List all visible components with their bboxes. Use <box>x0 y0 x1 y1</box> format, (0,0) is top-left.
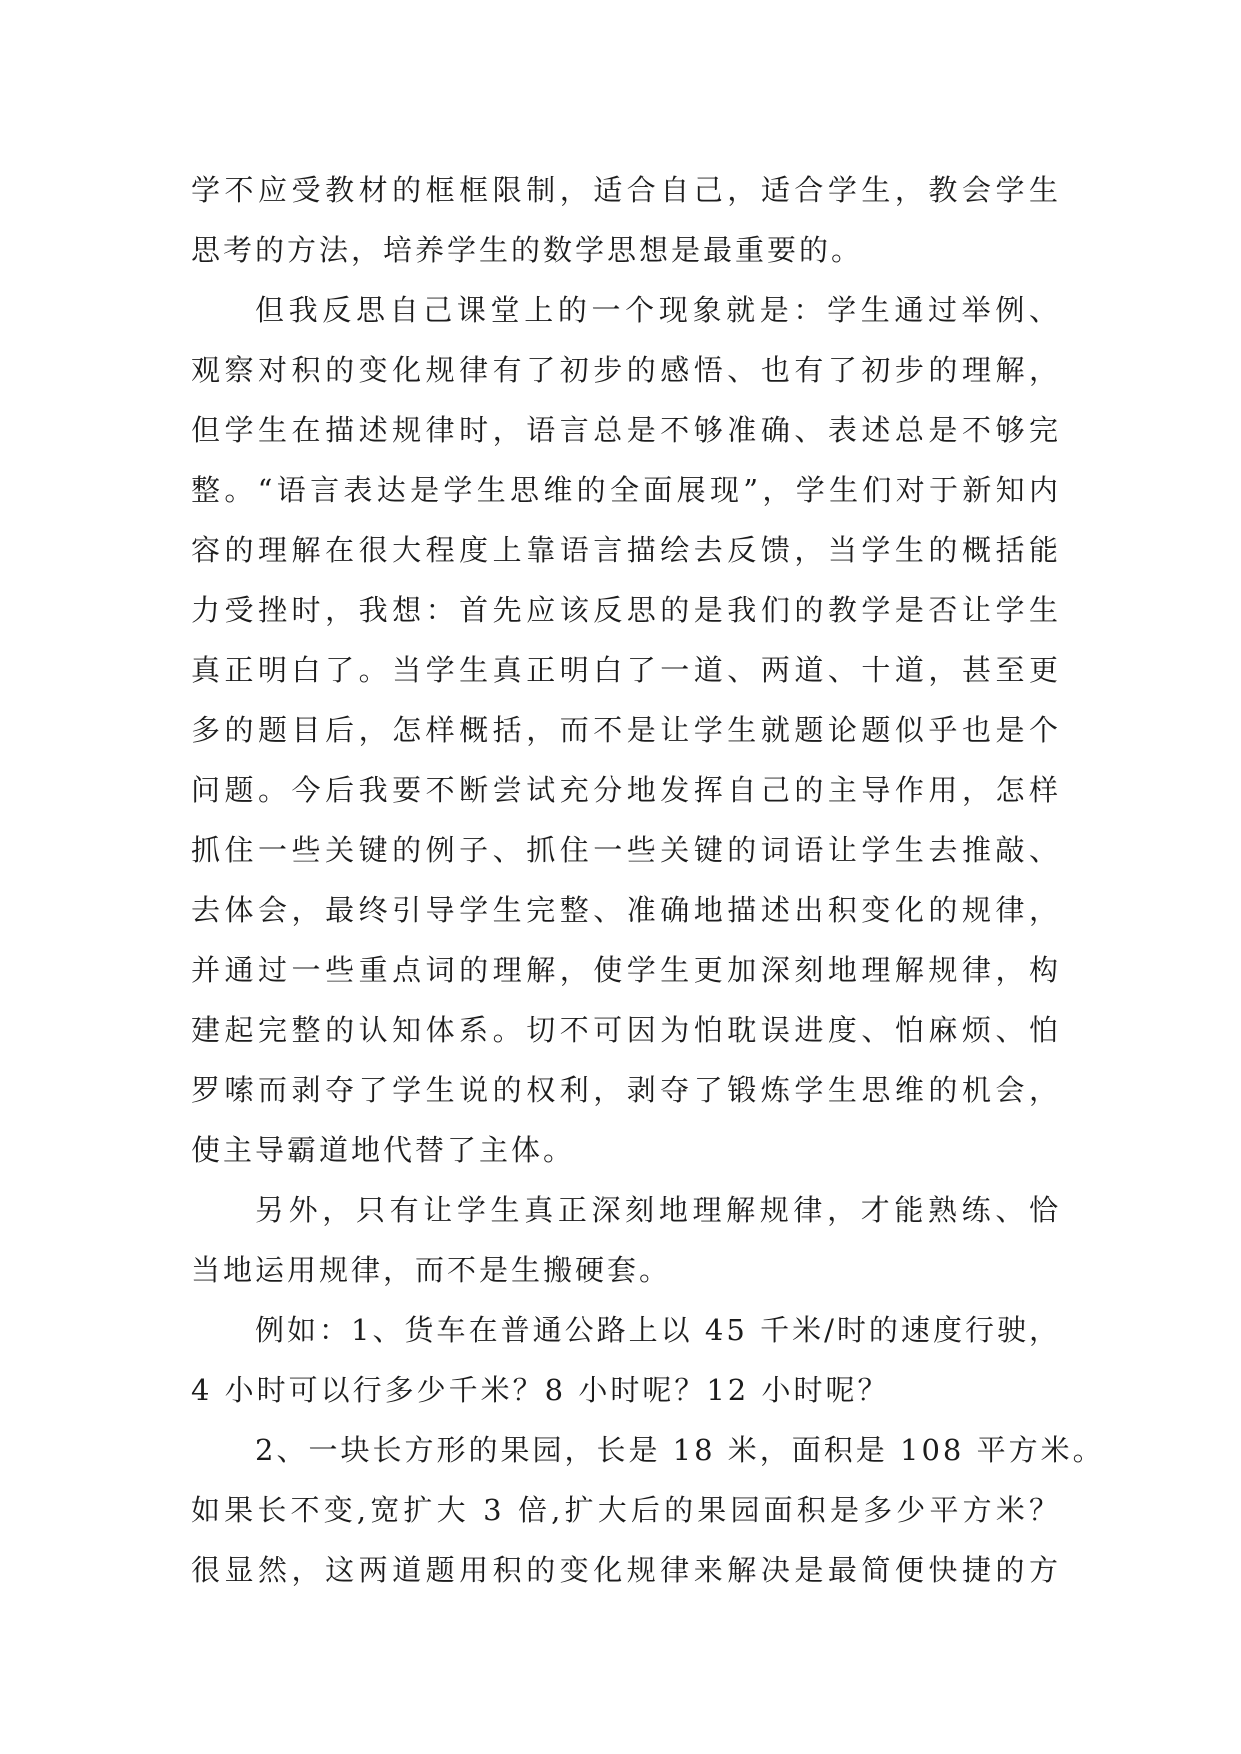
text-line: 学不应受教材的框框限制，适合自己，适合学生，教会学生 <box>191 173 1061 207</box>
paragraph-start-line: 2、一块长方形的果园，长是 18 米，面积是 108 平方米。 <box>255 1433 1105 1467</box>
document-body <box>191 160 1105 1600</box>
text-line: 多的题目后，怎样概括，而不是让学生就题论题似乎也是个 <box>191 713 1061 747</box>
text-line: 建起完整的认知体系。切不可因为怕耽误进度、怕麻烦、怕 <box>191 1013 1061 1047</box>
text-line: 抓住一些关键的例子、抓住一些关键的词语让学生去推敲、 <box>191 833 1061 867</box>
text-line: 整。“语言表达是学生思维的全面展现”，学生们对于新知内 <box>191 473 1061 507</box>
paragraph-start-line: 但我反思自己课堂上的一个现象就是：学生通过举例、 <box>255 293 1061 327</box>
text-line: 当地运用规律，而不是生搬硬套。 <box>191 1253 672 1287</box>
text-line: 罗嗦而剥夺了学生说的权利，剥夺了锻炼学生思维的机会， <box>191 1073 1061 1107</box>
text-line: 观察对积的变化规律有了初步的感悟、也有了初步的理解， <box>191 353 1061 387</box>
paragraph-start-line: 另外，只有让学生真正深刻地理解规律，才能熟练、恰 <box>255 1193 1061 1227</box>
text-line: 很显然，这两道题用积的变化规律来解决是最简便快捷的方 <box>191 1553 1061 1587</box>
text-line: 真正明白了。当学生真正明白了一道、两道、十道，甚至更 <box>191 653 1061 687</box>
text-line: 并通过一些重点词的理解，使学生更加深刻地理解规律，构 <box>191 953 1061 987</box>
text-line: 思考的方法，培养学生的数学思想是最重要的。 <box>191 233 864 267</box>
paragraph-start-line: 例如：1、货车在普通公路上以 45 千米/时的速度行驶， <box>255 1313 1061 1347</box>
text-line: 力受挫时，我想：首先应该反思的是我们的教学是否让学生 <box>191 593 1061 627</box>
text-line: 去体会，最终引导学生完整、准确地描述出积变化的规律， <box>191 893 1061 927</box>
text-line: 但学生在描述规律时，语言总是不够准确、表述总是不够完 <box>191 413 1061 447</box>
text-line: 容的理解在很大程度上靠语言描绘去反馈，当学生的概括能 <box>191 533 1061 567</box>
text-line: 如果长不变,宽扩大 3 倍,扩大后的果园面积是多少平方米？ <box>191 1493 1061 1527</box>
text-line: 使主导霸道地代替了主体。 <box>191 1133 576 1167</box>
text-line: 问题。今后我要不断尝试充分地发挥自己的主导作用，怎样 <box>191 773 1061 807</box>
text-line: 4 小时可以行多少千米？8 小时呢？12 小时呢？ <box>191 1373 890 1407</box>
